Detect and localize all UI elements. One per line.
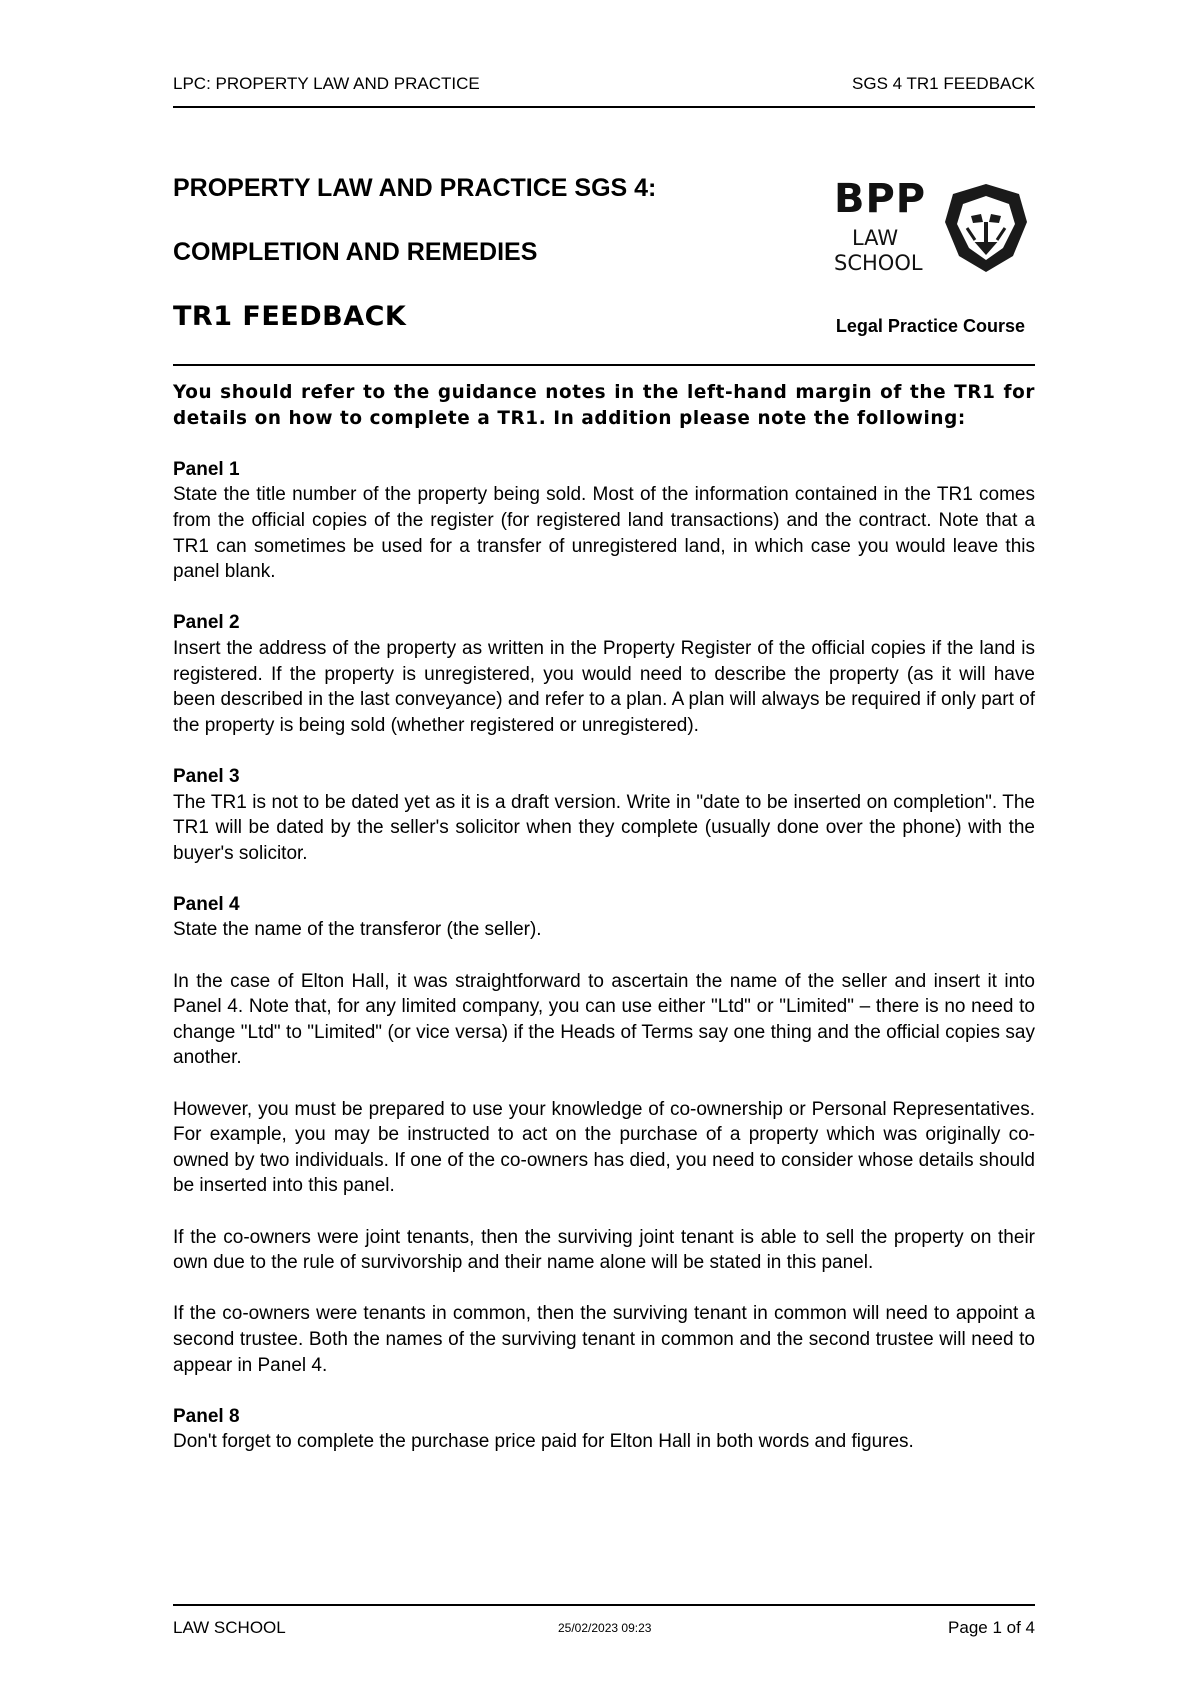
panel-2-heading: Panel 2 — [173, 612, 240, 634]
panel-1-body: State the title number of the property being sold. Most of the information contained in the TR1 comes from the official copies of the register (for registered land transactions) and the contract. Note that a TR1 can sometimes be used for a transfer of unregistered land, in which case you would leave this panel blank. — [173, 484, 1035, 583]
panel-3-heading: Panel 3 — [173, 765, 240, 787]
panel-3-body: The TR1 is not to be dated yet as it is a draft version. Write in "date to be inserted on completion". The TR1 will be dated by the seller's solicitor when they complete (usually done over the phone) with the buyer's solicitor. — [173, 791, 1035, 864]
bpp-law-school-logo — [834, 176, 1034, 276]
panel-8-heading: Panel 8 — [173, 1405, 240, 1427]
panel-1-heading: Panel 1 — [173, 458, 240, 480]
course-label: Legal Practice Course — [835, 316, 1025, 336]
logo-law-text: LAW — [852, 226, 899, 250]
header-right-text: SGS 4 TR1 FEEDBACK — [852, 74, 1035, 93]
document-body — [173, 380, 1035, 1481]
panel-8-body: Don't forget to complete the purchase price paid for Elton Hall in both words and figures. — [173, 1431, 914, 1453]
panel-4-paragraph: If the co-owners were joint tenants, then the surviving joint tenant is able to sell the property on their own due to the rule of survivorship and their name alone will be stated in this panel. — [173, 1226, 1035, 1274]
panel-1-section — [173, 457, 1035, 585]
intro-paragraph: You should refer to the guidance notes in the left-hand margin of the TR1 for details on how to complete a TR1. In addition please note the following: — [173, 382, 1035, 429]
logo-school-text: SCHOOL — [834, 251, 923, 275]
page-number: Page 1 of 4 — [948, 1618, 1035, 1637]
panel-4-paragraph: However, you must be prepared to use your knowledge of co-ownership or Personal Representatives. For example, you may be instructed to act on the purchase of a property which was originally co-owned by two individuals. If one of the co-owners has died, you need to consider whose details should be inserted into this panel. — [173, 1098, 1035, 1197]
panel-2-body: Insert the address of the property as written in the Property Register of the official copies if the land is registered. If the property is unregistered, you would need to describe the property (as it will have been described in the last conveyance) and refer to a plan. A plan will always be required if only part of the property is being sold (whether registered or unregistered). — [173, 637, 1035, 736]
document-title-line-1: PROPERTY LAW AND PRACTICE SGS 4: — [173, 174, 657, 202]
panel-4-body: State the name of the transferor (the seller). — [173, 919, 542, 941]
page-header — [173, 70, 1035, 108]
logo-bpp-text: BPP — [834, 176, 927, 222]
panel-8-section — [173, 1404, 1035, 1455]
lion-shield-icon — [941, 182, 1031, 274]
panel-4-paragraph: In the case of Elton Hall, it was straightforward to ascertain the name of the seller and insert it into Panel 4. Note that, for any limited company, you can use either "Ltd" or "Limited" – there is no need to change "Ltd" to "Limited" (or vice versa) if the Heads of Terms say one thing and the official copies say another. — [173, 970, 1035, 1069]
document-title-line-2: COMPLETION AND REMEDIES — [173, 238, 538, 266]
header-left-text: LPC: PROPERTY LAW AND PRACTICE — [173, 74, 480, 93]
panel-3-section — [173, 764, 1035, 866]
panel-4-section — [173, 892, 1035, 943]
document-title-line-3: TR1 FEEDBACK — [173, 301, 407, 332]
panel-4-paragraph: If the co-owners were tenants in common, then the surviving tenant in common will need to appoint a second trustee. Both the names of the surviving tenant in common and the second trustee will need to appear in Panel 4. — [173, 1303, 1035, 1376]
footer-left-text: LAW SCHOOL — [173, 1618, 286, 1637]
panel-4-heading: Panel 4 — [173, 893, 240, 915]
panel-2-section — [173, 610, 1035, 738]
page-footer — [173, 1604, 1035, 1646]
title-block — [173, 170, 1035, 366]
footer-timestamp: 25/02/2023 09:23 — [558, 1621, 652, 1635]
